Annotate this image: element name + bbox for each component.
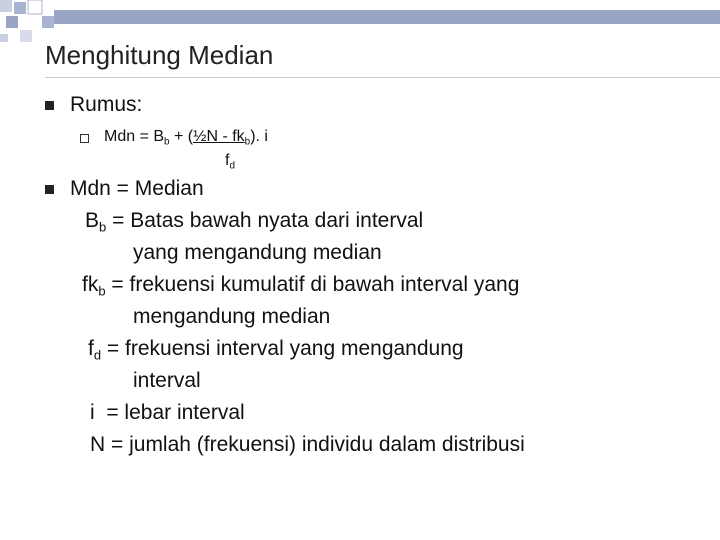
- rumus-label: Rumus:: [70, 93, 143, 116]
- def-i: i = lebar interval: [90, 401, 245, 424]
- def-fkb: $fk_b$ = frekuensi kumulatif di bawah interval yang: [82, 273, 520, 299]
- formula-line: Mdn = $B_b$ + (½N - $fk_b$). i: [104, 128, 268, 148]
- circle-bullet-icon: [80, 134, 89, 143]
- def-bb: $B_b$ = Batas bawah nyata dari interval: [85, 209, 424, 235]
- def-n: N = jumlah (frekuensi) individu dalam distribusi: [90, 433, 525, 456]
- bullet-square-icon: [45, 185, 54, 194]
- title-divider: [45, 77, 720, 78]
- def-fd-cont: interval: [133, 369, 201, 392]
- def-mdn: Mdn = Median: [70, 177, 204, 200]
- formula-denominator: $f_d$: [225, 152, 235, 172]
- def-fkb-cont: mengandung median: [133, 305, 331, 328]
- def-fd: $f_d$ = frekuensi interval yang mengandung: [88, 337, 464, 363]
- bullet-square-icon: [45, 101, 54, 110]
- slide-title: Menghitung Median: [45, 40, 274, 70]
- def-bb-cont: yang mengandung median: [133, 241, 382, 264]
